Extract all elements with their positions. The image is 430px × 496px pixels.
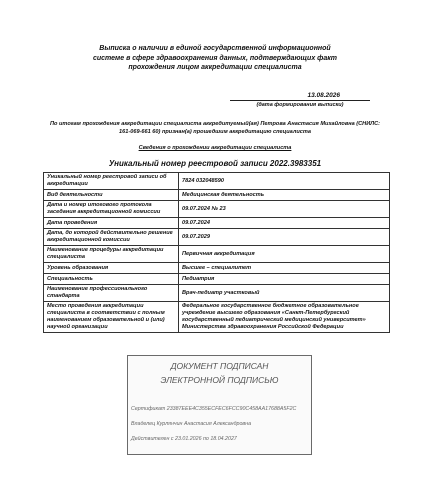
row-value: Медицинская деятельность [179,190,390,201]
generation-date-caption: (дата формирования выписки) [256,102,344,108]
table-row [44,274,390,285]
row-key: Дата проведения [44,218,179,229]
row-key: Вид деятельности [44,190,179,201]
row-key: Специальность [44,274,179,285]
row-key: Уникальный номер реестровой записи об аккредитации [44,173,179,190]
table-row [44,246,390,263]
row-value: 09.07.2029 [179,229,390,246]
row-value: Высшее – специалитет [179,263,390,274]
stamp-validity: Действителен с 23.01.2026 по 18.04.2027 [131,436,237,442]
stamp-subheading: ЭЛЕКТРОННОЙ ПОДПИСЬЮ [160,375,279,385]
stamp-owner: Владелец Курлянчин Анастасия Александровна [131,421,252,427]
registry-number: Уникальный номер реестровой записи 2022.3983351 [108,159,322,168]
title-line: системе в сфере здравоохранения данных, подтверждающих факт [92,54,338,62]
row-key: Дата и номер итогового протокола заседания аккредитационной комиссии [44,201,179,218]
table-row [44,263,390,274]
title-line: прохождения лицом аккредитации специалиста [128,64,302,71]
row-value: Врач-педиатр участковый [179,285,390,302]
title-line: Выписка о наличии в единой государственной информационной [99,45,331,52]
table-row [44,190,390,201]
row-key: Наименование процедуры аккредитации специалиста [44,246,179,263]
section-subheading [0,145,430,151]
accreditation-table [43,172,390,333]
row-key: Место проведения аккредитации специалиста в соответствии с полным наименованием образовательной и (или) научной организации [44,302,179,333]
section-subheading-text: Сведения о прохождении аккредитации специалиста [138,145,292,151]
row-key: Наименование профессионального стандарта [44,285,179,302]
table-row [44,302,390,333]
generation-date: 13.08.2026 [230,92,370,101]
table-row [44,201,390,218]
table-row [44,218,390,229]
stamp-heading: ДОКУМЕНТ ПОДПИСАН [170,361,269,371]
intro-text [18,120,412,136]
row-value: 7824 032048590 [179,173,390,190]
row-key: Дата, до которой действительно решение аккредитационной комиссии [44,229,179,246]
intro-line: 161-069-661 60) признан(а) прошедшим аккредитацию специалиста [119,129,311,135]
document-title [0,44,430,73]
table-row [44,229,390,246]
row-value: Первичная аккредитация [179,246,390,263]
row-value: 09.07.2024 [179,218,390,229]
stamp-certificate: Сертификат 23387EEE4C355ECFEC6FCC90C458AA17688A5F2C [131,406,297,412]
row-key: Уровень образования [44,263,179,274]
row-value: Федеральное государственное бюджетное образовательное учреждение высшего образования «Санкт-Петербургский государственный педиатрический медицинский университет» Министерства здравоохранения Российской Федерации [179,302,390,333]
table-row [44,285,390,302]
table-row [44,173,390,190]
intro-line: По итогам прохождения аккредитации специалиста аккредитуемый(ая) Петрова Анастасия Михайловна (СНИЛС: [50,121,380,127]
row-value: Педиатрия [179,274,390,285]
row-value: 09.07.2024 № 23 [179,201,390,218]
